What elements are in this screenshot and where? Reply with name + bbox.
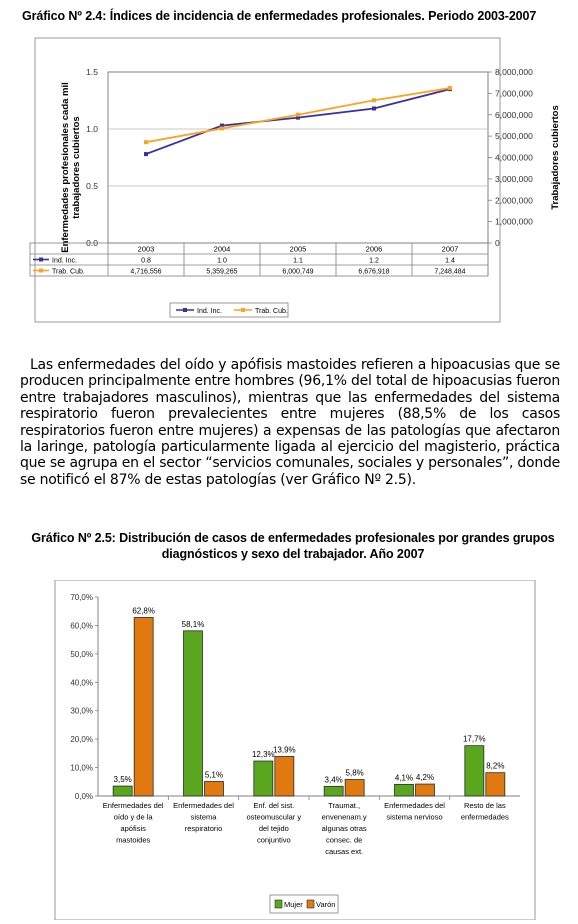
chart1-right-tick: 3,000,000 (495, 173, 533, 184)
chart2-bar (205, 782, 224, 796)
chart2-y-tick: 0,0% (74, 792, 93, 801)
chart2-x-tick-line: Enf. del sist. (253, 801, 295, 810)
chart1-y-axis-label (60, 82, 82, 253)
chart1-table-series-name: Ind. Inc. (52, 257, 77, 265)
chart1-left-tick: 1.5 (86, 67, 98, 77)
chart1-y-axis-label-line1: Enfermedades profesionales cada mil (60, 82, 71, 253)
chart2-bar (324, 786, 343, 796)
chart2-x-tick-line: algunas otras (321, 824, 367, 833)
chart1-table-cell: 4,716,556 (130, 268, 162, 276)
incidence-line-chart (0, 30, 578, 330)
chart2-data-label: 17,7% (462, 734, 486, 744)
chart2-y-tick: 70,0% (70, 593, 93, 602)
chart1-table-cell: 6,676,918 (358, 268, 390, 276)
chart2-bar (395, 784, 414, 796)
chart2-x-tick-line: oído y de la (113, 812, 153, 822)
chart2-title: Gráfico Nº 2.5: Distribución de casos de enfermedades profesionales por grandes grupos diagnósticos y sexo del trabajador. Año 2007 (31, 531, 555, 561)
chart2-y-tick: 50,0% (70, 649, 93, 659)
chart2-legend-label: Mujer (284, 900, 303, 909)
chart2-x-tick-line: osteomuscular y (246, 812, 302, 822)
chart2-data-label: 5,1% (204, 770, 224, 780)
chart2-bar (465, 746, 484, 796)
chart2-data-label: 3,4% (324, 775, 343, 785)
chart1-table-cell: 1.2 (369, 257, 379, 265)
chart1-table-cell: 1.4 (445, 257, 455, 265)
chart1-right-tick: 0 (495, 238, 500, 248)
chart1-data-point (296, 113, 300, 117)
chart1-left-tick: 1.0 (86, 124, 98, 134)
chart2-bar (254, 761, 273, 796)
chart1-x-tick: 2003 (137, 244, 155, 254)
chart2-y-tick: 10,0% (70, 763, 93, 773)
chart1-left-tick: 0.0 (86, 238, 98, 248)
chart2-legend-swatch (307, 900, 314, 908)
chart1-right-tick: 8,000,000 (495, 67, 533, 77)
chart2-x-tick-line: sistema nervioso (386, 812, 443, 822)
chart1-data-point (144, 140, 148, 144)
chart2-data-label: 3,5% (113, 775, 132, 785)
chart1-legend-label: Ind. Inc. (197, 308, 222, 315)
chart1-data-point (448, 86, 452, 90)
chart1-table-cell: 5,359,265 (206, 268, 238, 276)
body-paragraph: Las enfermedades del oído y apófisis mastoides refieren a hipoacusias que se producen principalmente entre hombres (96,1% del total de hipoacusias fueron entre trabajadores masculinos), mientras que las enfermedades del sistema respiratorio fueron prevalecientes entre mujeres (88,5% de los casos respiratorios fueron entre mujeres) a expensas de las patologías que afectaron la laringe, patología particularmente ligada al ejercicio del magisterio, práctica que se agrupa en el sector “servicios comunales, sociales y personales”, donde se notificó el 87% de estas patologías (ver Gráfico Nº 2.5). (20, 357, 560, 488)
chart1-y2-axis-label: Trabajadores cubiertos (550, 105, 561, 210)
chart2-bar (275, 756, 294, 796)
chart2-x-tick-line: Enfermedades del (102, 801, 164, 810)
chart1-x-tick: 2005 (289, 244, 307, 254)
chart2-data-label: 4,1% (394, 773, 414, 783)
chart2-x-tick-line: Enfermedades del (384, 801, 445, 810)
chart2-bar (486, 773, 505, 796)
chart2-bar (134, 617, 153, 796)
chart1-table-cell: 0.8 (141, 257, 151, 265)
chart2-data-label: 58,1% (181, 619, 205, 629)
chart2-x-tick-line: apófisis (120, 824, 146, 833)
chart2-x-tick (173, 801, 234, 833)
chart1-right-tick: 1,000,000 (495, 216, 533, 227)
chart1-table-cell: 1.1 (293, 257, 303, 265)
chart2-y-tick: 30,0% (70, 706, 93, 716)
chart2-data-label: 62,8% (132, 606, 156, 616)
chart1-right-tick: 2,000,000 (495, 195, 533, 206)
chart2-data-label: 12,3% (251, 750, 275, 760)
diagnosis-bar-chart (0, 580, 578, 920)
chart1-right-tick: 6,000,000 (495, 109, 533, 120)
chart1-data-point (220, 126, 224, 130)
chart2-data-label: 4,2% (415, 773, 435, 783)
chart1-right-tick: 7,000,000 (495, 88, 533, 99)
chart2-bar (345, 780, 364, 796)
chart2-data-label: 13,9% (272, 745, 296, 755)
chart2-x-tick (247, 801, 302, 845)
chart1-table-series-name: Trab. Cub. (52, 268, 85, 276)
chart2-y-tick: 20,0% (70, 735, 93, 745)
chart1-legend-marker (183, 308, 187, 312)
chart2-x-tick-line: mastoides (116, 835, 151, 845)
chart1-plot-area (108, 72, 488, 243)
chart2-y-tick: 60,0% (70, 621, 93, 631)
chart1-data-point (144, 152, 148, 156)
chart2-legend-label: Varón (316, 900, 336, 909)
chart2-x-tick (384, 801, 445, 822)
chart2-y-tick: 40,0% (70, 678, 93, 688)
chart2-x-tick-line: del tejido (258, 824, 289, 833)
chart1-x-tick: 2004 (213, 244, 231, 254)
chart1-title: Gráfico Nº 2.4: Índices de incidencia de enfermedades profesionales. Periodo 2003-2007 (22, 9, 537, 23)
chart1-left-tick: 0.5 (86, 181, 98, 191)
chart1-table-cell: 1.0 (217, 257, 227, 265)
chart1-table-cell: 7,248,484 (434, 268, 466, 276)
chart2-x-tick-line: Resto de las (463, 801, 506, 810)
chart1-x-tick: 2007 (441, 244, 459, 254)
chart1-data-table (30, 243, 488, 276)
chart2-bar (184, 631, 203, 796)
chart1-data-point (372, 106, 376, 110)
chart2-x-tick-line: sistema (190, 812, 217, 822)
chart2-x-tick-line: respiratorio (184, 824, 223, 833)
chart2-x-tick-line: conjuntivo (256, 835, 291, 845)
chart2-x-tick-line: enfermedades (460, 812, 509, 822)
chart1-table-cell: 6,000,749 (282, 268, 314, 276)
chart2-bar (416, 784, 435, 796)
chart2-x-tick (461, 801, 509, 822)
chart1-x-tick: 2006 (365, 244, 383, 254)
chart2-x-tick-line: Traumat., (328, 801, 361, 810)
chart1-table-legend-marker (39, 258, 43, 262)
chart1-table-legend-marker (39, 269, 43, 273)
chart1-legend-label: Trab. Cub. (255, 308, 288, 315)
chart1-y-axis-label-line2: trabajadores cubiertos (71, 116, 82, 219)
chart1-legend-marker (241, 308, 245, 312)
chart2-data-label: 5,8% (345, 768, 364, 778)
chart2-legend-swatch (275, 900, 282, 908)
chart2-x-tick (322, 801, 367, 856)
chart1-data-point (372, 98, 376, 102)
chart2-x-tick (103, 801, 164, 845)
chart2-bar (113, 786, 132, 796)
chart2-data-label: 8,2% (486, 761, 505, 771)
chart1-right-tick: 4,000,000 (495, 152, 533, 163)
chart2-x-tick-line: consec. de (326, 835, 363, 845)
chart2-x-tick-line: causas ext. (325, 847, 364, 856)
chart2-x-tick-line: envenenam.y (321, 812, 367, 822)
chart1-right-tick: 5,000,000 (495, 131, 533, 142)
chart2-x-tick-line: Enfermedades del (173, 801, 234, 810)
